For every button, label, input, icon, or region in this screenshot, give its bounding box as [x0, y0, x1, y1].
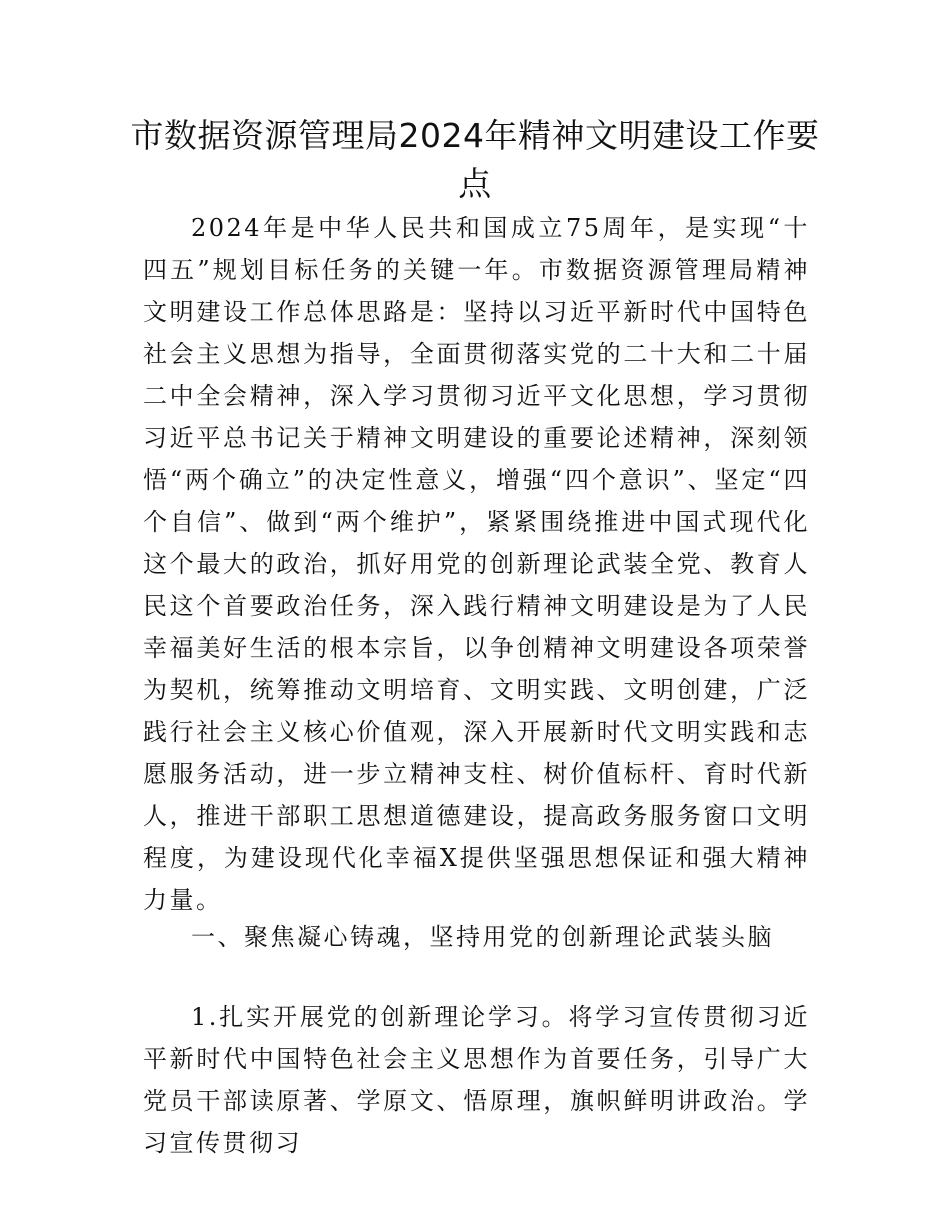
item-paragraph: 1.扎实开展党的创新理论学习。将学习宣传贯彻习近平新时代中国特色社会主义思想作为首要任务，引导广大党员干部读原著、学原文、悟原理，旗帜鲜明讲政治。学习宣传贯彻习	[143, 1003, 810, 1157]
section-heading: 一、聚焦凝心铸魂，坚持用党的创新理论武装头脑	[191, 923, 774, 951]
document-title: 市数据资源管理局2024年精神文明建设工作要点	[130, 116, 820, 203]
intro-paragraph: 2024年是中华人民共和国成立75周年，是实现“十四五”规划目标任务的关键一年。市数据资源管理局精神文明建设工作总体思路是：坚持以习近平新时代中国特色社会主义思想为指导，全面贯彻落实党的二十大和二十届二中全会精神，深入学习贯彻习近平文化思想，学习贯彻习近平总书记关于精神文明建设的重要论述精神，深刻领悟“两个确立”的决定性意义，增强“四个意识”、坚定“四个自信”、做到“两个维护”，紧紧围绕推进中国式现代化这个最大的政治，抓好用党的创新理论武装全党、教育人民这个首要政治任务，深入践行精神文明建设是为了人民幸福美好生活的根本宗旨，以争创精神文明建设各项荣誉为契机，统筹推动文明培育、文明实践、文明创建，广泛践行社会主义核心价值观，深入开展新时代文明实践和志愿服务活动，进一步立精神支柱、树价值标杆、育时代新人，推进干部职工思想道德建设，提高政务服务窗口文明程度，为建设现代化幸福X提供坚强思想保证和强大精神力量。	[143, 214, 810, 914]
